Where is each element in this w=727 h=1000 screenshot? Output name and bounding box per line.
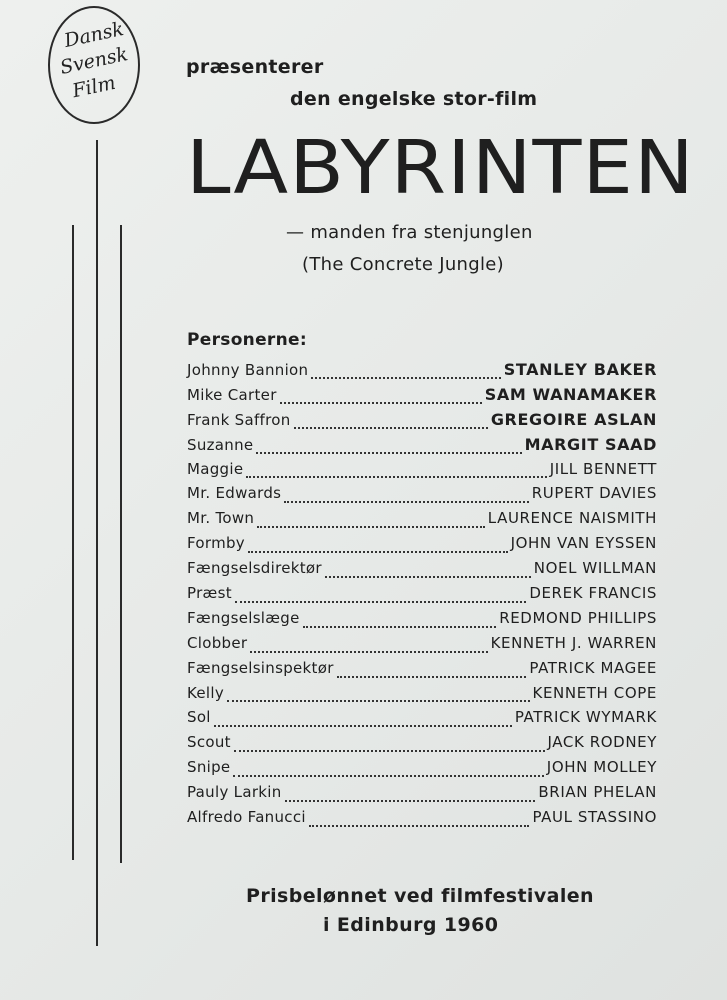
cast-actor: PATRICK WYMARK [514, 708, 657, 727]
vertical-rule-left [72, 225, 74, 860]
dot-leader [285, 799, 536, 802]
dot-leader [303, 625, 497, 628]
cast-role: Alfredo Fanucci [187, 808, 306, 827]
cast-row [187, 659, 657, 684]
dot-leader [337, 675, 527, 678]
film-description: den engelske stor-film [290, 88, 538, 110]
cast-role: Scout [187, 733, 231, 752]
cast-row [187, 684, 657, 709]
cast-row [187, 484, 657, 509]
cast-actor: MARGIT SAAD [524, 434, 657, 454]
dot-leader [214, 724, 512, 727]
cast-heading: Personerne: [187, 330, 307, 350]
logo-line-2: Svensk [58, 43, 130, 79]
cast-role: Sol [187, 708, 211, 727]
dot-leader [227, 699, 530, 702]
cast-actor: JACK RODNEY [547, 733, 657, 752]
vertical-rule-right [120, 225, 122, 863]
vertical-rule-center [96, 140, 98, 946]
cast-role: Præst [187, 584, 232, 603]
cast-role: Snipe [187, 758, 231, 777]
cast-row [187, 460, 657, 485]
dot-leader [234, 749, 545, 752]
cast-role: Mr. Edwards [187, 484, 282, 503]
dot-leader [235, 600, 526, 603]
cast-row [187, 360, 657, 385]
cast-row [187, 410, 657, 435]
cast-role: Kelly [187, 683, 225, 702]
dot-leader [256, 451, 521, 454]
cast-row [187, 808, 657, 833]
cast-actor: LAURENCE NAISMITH [487, 509, 657, 528]
cast-role: Mr. Town [187, 509, 255, 528]
cast-row [187, 385, 657, 410]
cast-row [187, 634, 657, 659]
cast-row [187, 584, 657, 609]
dansk-svensk-film-logo [48, 6, 140, 124]
cast-actor: JOHN MOLLEY [546, 758, 657, 777]
dot-leader [233, 774, 543, 777]
cast-row [187, 534, 657, 559]
dot-leader [311, 376, 500, 379]
dot-leader [325, 575, 531, 578]
cast-actor: NOEL WILLMAN [533, 559, 657, 578]
cast-actor: DEREK FRANCIS [529, 584, 657, 603]
cast-role: Maggie [187, 459, 244, 478]
cast-role: Formby [187, 534, 245, 553]
cast-actor: KENNETH COPE [532, 683, 657, 702]
cast-row [187, 609, 657, 634]
cast-role: Fængselsdirektør [187, 559, 322, 578]
cast-row [187, 783, 657, 808]
cast-row [187, 758, 657, 783]
presents-text: præsenterer [186, 56, 324, 78]
cast-row [187, 559, 657, 584]
cast-row [187, 708, 657, 733]
cast-role: Johnny Bannion [187, 361, 309, 379]
dot-leader [250, 650, 487, 653]
cast-actor: RUPERT DAVIES [531, 484, 657, 503]
cast-role: Fængselsinspektør [187, 658, 334, 677]
cast-actor: JOHN VAN EYSSEN [510, 534, 657, 553]
award-line-2: i Edinburg 1960 [323, 914, 499, 936]
cast-role: Frank Saffron [187, 410, 291, 429]
cast-actor: SAM WANAMAKER [484, 384, 657, 404]
dot-leader [309, 824, 530, 827]
cast-actor: BRIAN PHELAN [538, 783, 657, 802]
cast-row [187, 509, 657, 534]
dot-leader [246, 475, 546, 478]
logo-text [50, 17, 138, 103]
dot-leader [257, 525, 485, 528]
cast-role: Clobber [187, 633, 248, 652]
cast-actor: PATRICK MAGEE [529, 658, 657, 677]
logo-line-1: Dansk [62, 17, 126, 53]
cast-actor: PAUL STASSINO [532, 808, 657, 827]
cast-role: Pauly Larkin [187, 783, 282, 802]
film-tagline: — manden fra stenjunglen [286, 222, 533, 243]
logo-line-3: Film [70, 71, 118, 103]
film-title: LABYRINTEN [186, 124, 695, 211]
dot-leader [248, 550, 508, 553]
cast-row [187, 733, 657, 758]
cast-actor: JILL BENNETT [549, 459, 657, 478]
cast-actor: KENNETH J. WARREN [490, 633, 657, 652]
dot-leader [284, 500, 528, 503]
cast-role: Suzanne [187, 435, 254, 454]
dot-leader [280, 401, 482, 404]
cast-actor: STANLEY BAKER [503, 360, 657, 379]
cast-role: Mike Carter [187, 385, 277, 404]
cast-list [187, 360, 657, 833]
original-title: (The Concrete Jungle) [302, 254, 504, 275]
cast-row [187, 435, 657, 460]
cast-role: Fængselslæge [187, 608, 300, 627]
dot-leader [294, 426, 488, 429]
award-line-1: Prisbelønnet ved filmfestivalen [246, 885, 594, 907]
cast-actor: REDMOND PHILLIPS [499, 608, 657, 627]
cast-actor: GREGOIRE ASLAN [490, 409, 657, 429]
